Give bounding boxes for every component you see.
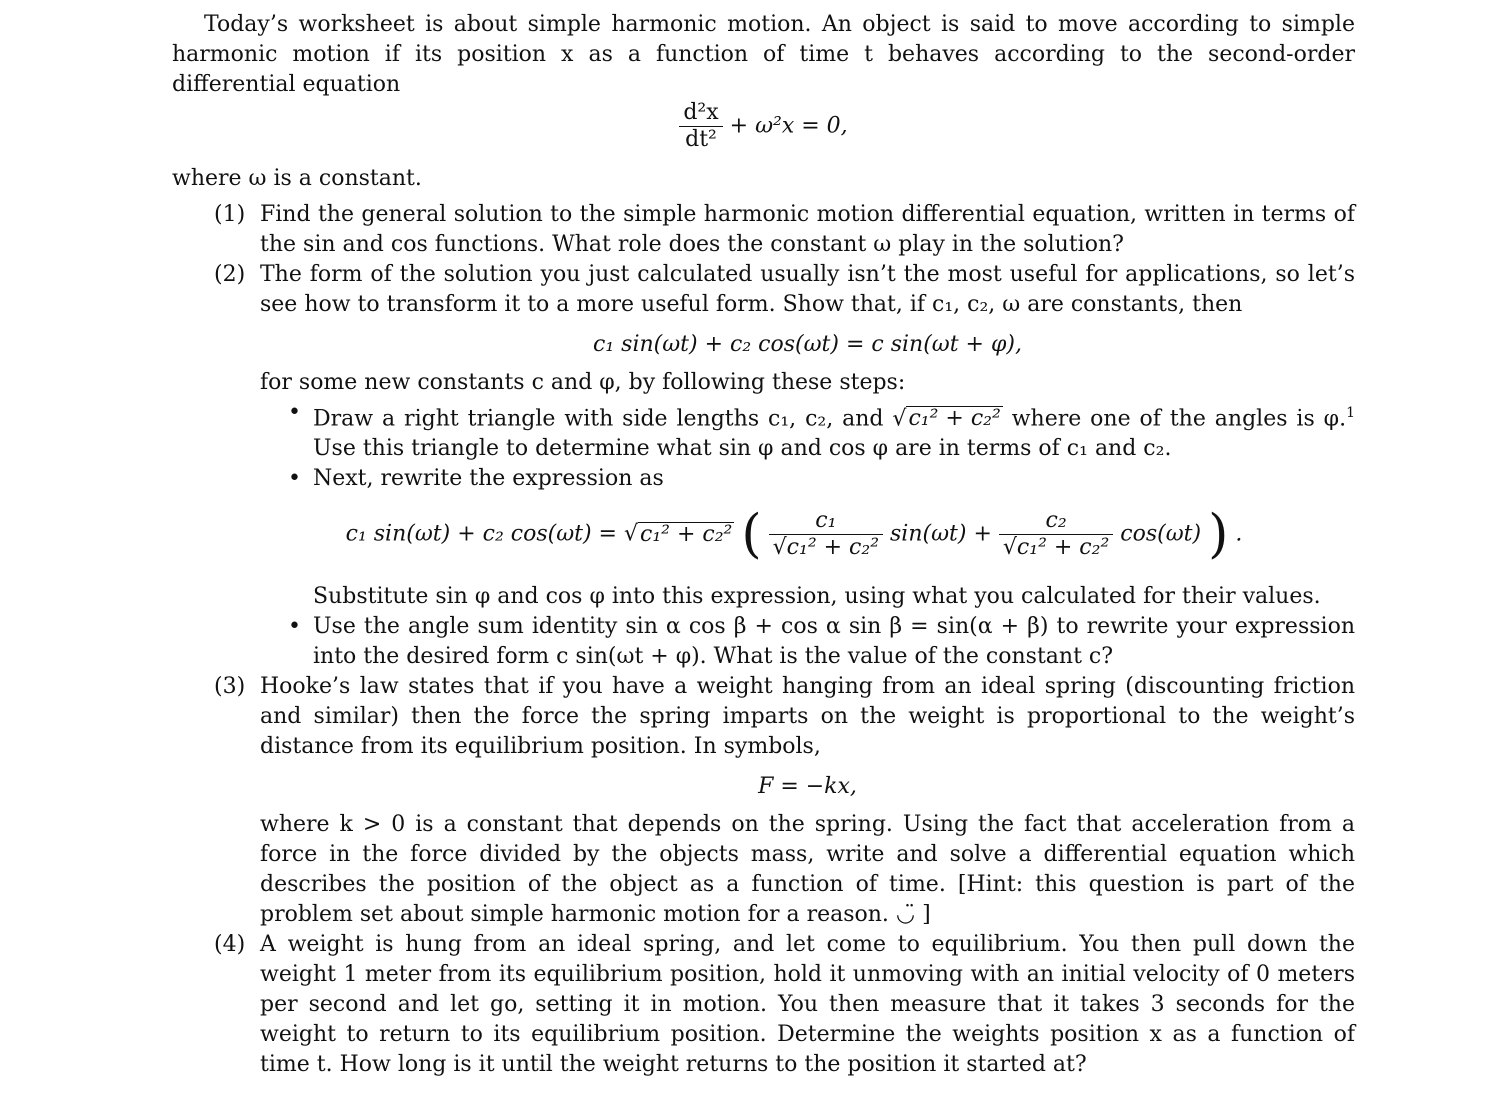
coef-fraction-2: $\frac{\text{c₂}}{\text{√c₁² + c₂²}}$	[999, 508, 1113, 561]
equation-rest: + ω²x = 0,	[729, 113, 848, 139]
problem-number: (4)	[214, 932, 246, 958]
problem-item-3	[172, 672, 1355, 930]
phase-shift-equation: c₁ sin(ωt) + c₂ cos(ωt) = c sin(ωt + φ),	[593, 332, 1022, 357]
fraction-numerator: d²x	[683, 100, 719, 125]
fraction-denominator: dt²	[679, 126, 722, 153]
eq3-dot: .	[1235, 521, 1243, 547]
second-derivative-fraction	[679, 100, 722, 153]
rewritten-expression: c₁ sin(ωt) + c₂ cos(ωt) = √c₁² + c₂² ( $\frac{\text{c₁}}{\text{√c₁² + c₂²}}$ sin(ωt) + $\frac{\text{c₂}}{\text{√c₁² + c₂²}}$ cos(ωt) ) .	[345, 504, 1243, 565]
step-item-1: • Draw a right triangle with side lengths c₁, c₂, and √c₁² + c₂² where one of the angles is φ.$^1$ Use this triangle to determine what sin φ and cos φ are in terms of c₁ and c₂.	[288, 400, 1355, 462]
eq3-sqrt: c₁² + c₂²	[640, 521, 733, 547]
problem-item-1	[172, 200, 1355, 260]
problem-text: Hooke’s law states that if you have a weight hanging from an ideal spring (discounting friction and similar) then the force the spring imparts on the weight is proportional to the weight’s distance from its equilibrium position. In symbols,	[260, 674, 1355, 760]
bullet: •	[288, 466, 301, 492]
eq3-lhs: c₁ sin(ωt) + c₂ cos(ωt) =	[345, 521, 617, 547]
step-list	[260, 398, 1355, 672]
step3-text: Use the angle sum identity sin α cos β + cos α sin β = sin(α + β) to rewrite your expression into the desired form c sin(ωt + φ). What is the value of the constant c?	[313, 614, 1355, 670]
frac2-den: c₁² + c₂²	[1016, 535, 1110, 561]
frac2-num: c₂	[1045, 508, 1067, 534]
step1-text-a: Draw a right triangle with side lengths c₁, c₂, and	[313, 406, 884, 432]
problem-list	[172, 200, 1355, 1080]
hypotenuse-sqrt: c₁² + c₂²	[908, 406, 1001, 432]
problem-item-2	[172, 260, 1355, 672]
step2-text: Next, rewrite the expression as	[313, 466, 664, 492]
problem-text: Find the general solution to the simple harmonic motion differential equation, written in terms of the sin and cos functions. What role does the constant ω play in the solution?	[260, 202, 1355, 257]
step1-text-b: where one of the angles is φ.	[1011, 406, 1347, 432]
step1-text-c: Use this triangle to determine what sin φ and cos φ are in terms of c₁ and c₂.	[313, 436, 1172, 462]
substitute-text: Substitute sin φ and cos φ into this expression, using what you calculated for their values.	[313, 584, 1321, 610]
bullet: •	[288, 614, 301, 640]
eq3-mid: sin(ωt) +	[890, 521, 992, 547]
intro-paragraph: Today’s worksheet is about simple harmonic motion. An object is said to move according to simple harmonic motion if its position x as a function of time t behaves according to the second-order differential equation	[172, 12, 1355, 97]
step-item-3	[288, 612, 1355, 672]
step-item-2	[288, 464, 1355, 612]
hooke-followup: where k > 0 is a constant that depends on the spring. Using the fact that acceleration from a force in the force divided by the objects mass, write and solve a differential equation which describes the position of the object as a function of time. [Hint: this question is part of the problem set about simple harmonic motion for a reason. ◡̈ ]	[260, 812, 1355, 928]
bullet: •	[288, 400, 301, 425]
problem-number: (2)	[214, 262, 246, 287]
problem-text: The form of the solution you just calculated usually isn’t the most useful for applications, so let’s see how to transform it to a more useful form. Show that, if c₁, c₂, ω are constants, then	[260, 262, 1355, 317]
steps-intro: for some new constants c and φ, by following these steps:	[260, 370, 906, 395]
coef-fraction-1: $\frac{\text{c₁}}{\text{√c₁² + c₂²}}$	[769, 508, 883, 561]
hooke-equation: F = −kx,	[758, 774, 857, 800]
worksheet-page	[172, 10, 1355, 1080]
problem-number: (1)	[214, 202, 246, 227]
problem-text: A weight is hung from an ideal spring, and let come to equilibrium. You then pull down the weight 1 meter from its equilibrium position, hold it unmoving with an initial velocity of 0 meters per second and let go, setting it in motion. You then measure that it takes 3 seconds for the weight to return to its equilibrium position. Determine the weights position x as a function of time t. How long is it until the weight returns to the position it started at?	[260, 932, 1355, 1078]
problem-number: (3)	[214, 674, 246, 700]
frac1-den: c₁² + c₂²	[786, 535, 880, 561]
footnote-mark: 1	[1346, 405, 1355, 421]
eq3-end: cos(ωt)	[1120, 521, 1202, 547]
frac1-num: c₁	[815, 508, 837, 534]
where-omega-text: where ω is a constant.	[172, 166, 422, 191]
problem-item-4	[172, 930, 1355, 1080]
sho-equation	[172, 100, 1355, 164]
